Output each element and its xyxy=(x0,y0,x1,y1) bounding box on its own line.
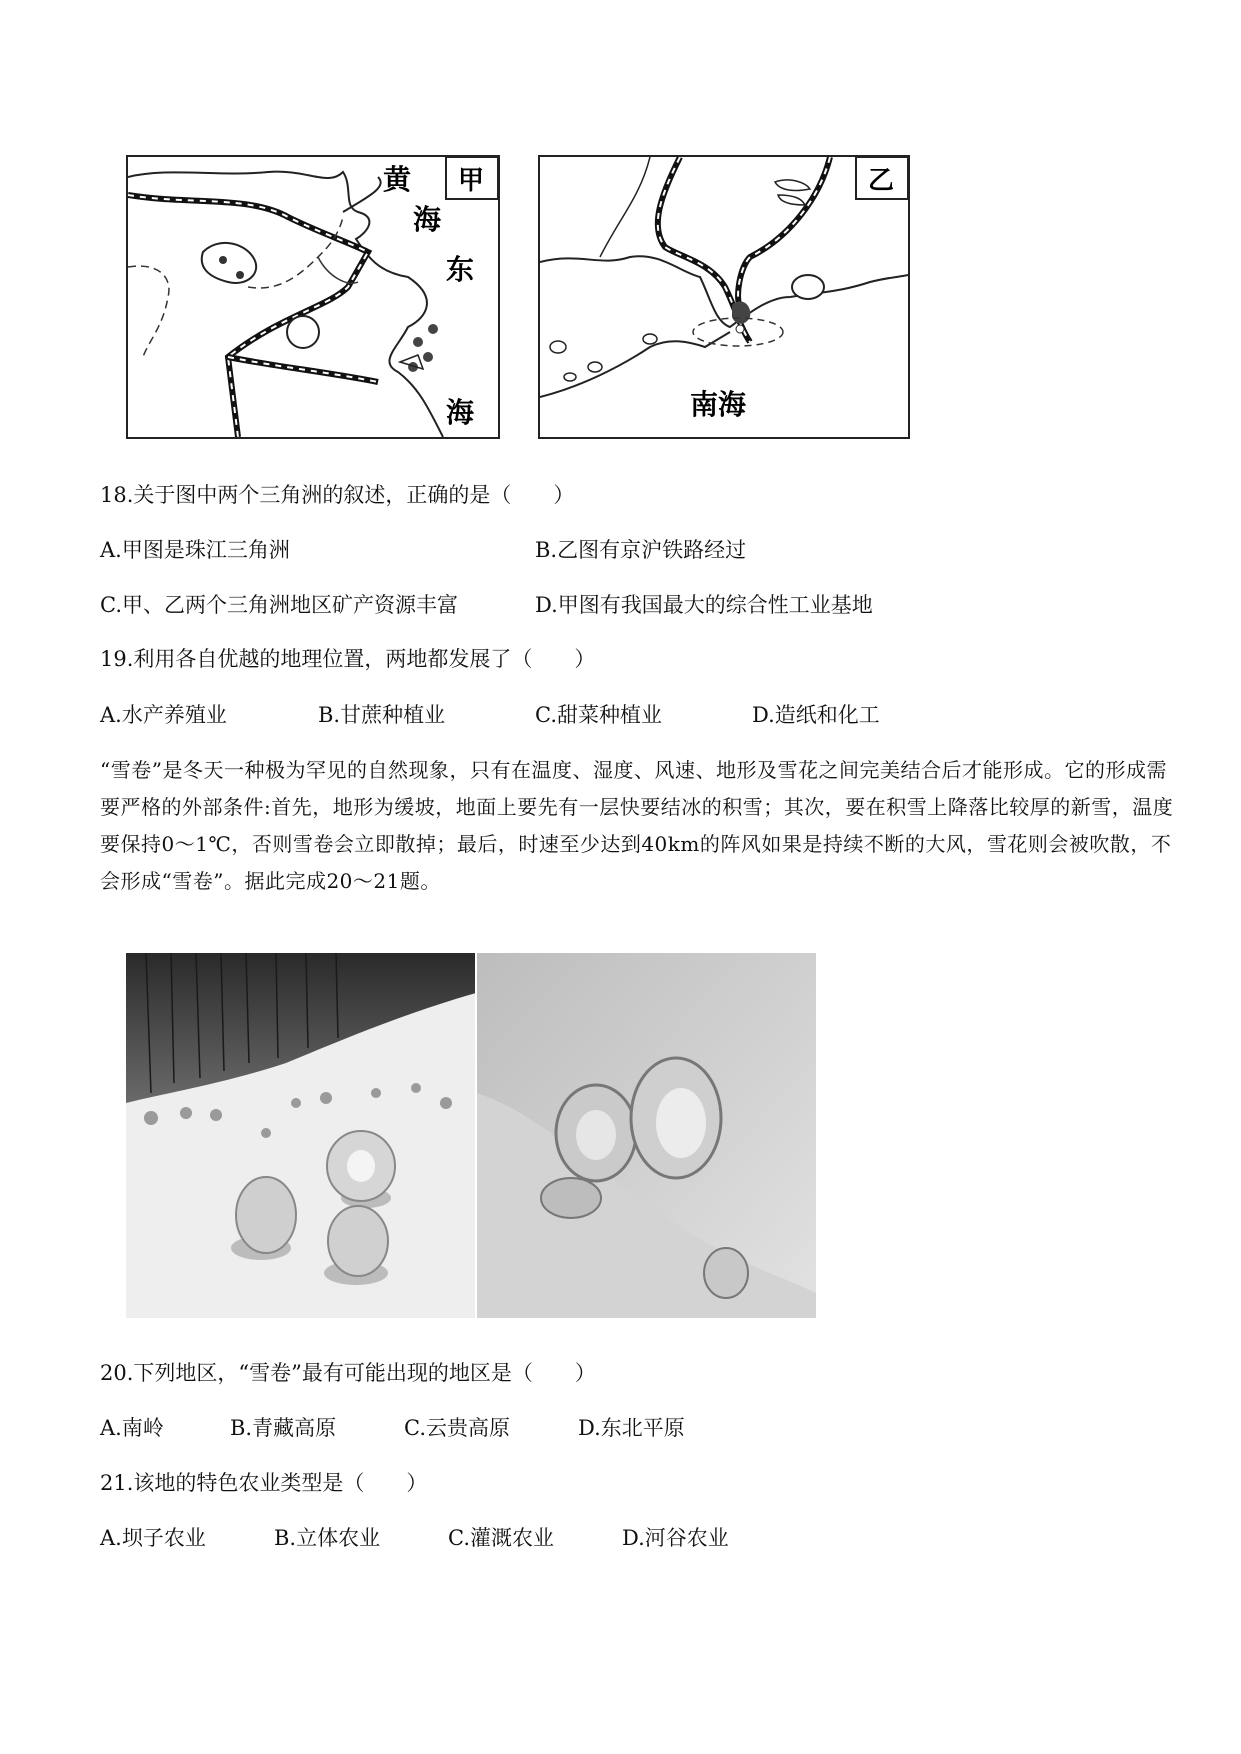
q19-stem: 19.利用各自优越的地理位置，两地都发展了（ ） xyxy=(100,647,596,671)
q20-option-c: C.云贵高原 xyxy=(404,1416,510,1440)
map-jia-label: 甲 xyxy=(458,166,485,196)
snow-roll-photo xyxy=(126,953,816,1318)
q19-option-a: A.水产养殖业 xyxy=(100,703,227,727)
q21-option-c: C.灌溉农业 xyxy=(448,1526,554,1550)
map-jia-sea-east-2: 海 xyxy=(446,396,475,429)
q20-option-b: B.青藏高原 xyxy=(230,1416,337,1440)
map-yi xyxy=(538,155,910,439)
q19-option-b: B.甘蔗种植业 xyxy=(318,703,446,727)
q21-option-b: B.立体农业 xyxy=(274,1526,381,1550)
map-yi-label: 乙 xyxy=(868,166,895,196)
q21-option-d: D.河谷农业 xyxy=(622,1526,729,1550)
q18-option-d: D.甲图有我国最大的综合性工业基地 xyxy=(535,593,873,617)
snow-roll-photo-drawing xyxy=(126,953,816,1318)
q21-stem: 21.该地的特色农业类型是（ ） xyxy=(100,1471,428,1495)
q20-option-a: A.南岭 xyxy=(100,1416,164,1440)
passage-snow-roll: “雪卷”是冬天一种极为罕见的自然现象，只有在温度、湿度、风速、地形及雪花之间完美结合后才能形成。它的形成需要严格的外部条件:首先，地形为缓坡，地面上要先有一层快要结冰的积雪；其次，要在积雪上降落比较厚的新雪，温度要保持0～1℃，否则雪卷会立即散掉；最后，时速至少达到40km的阵风如果是持续不断的大风，雪花则会被吹散，不会形成“雪卷”。据此完成20～21题。 xyxy=(100,758,1174,893)
q19-option-d: D.造纸和化工 xyxy=(752,703,880,727)
q19-option-c: C.甜菜种植业 xyxy=(535,703,662,727)
q21-option-a: A.坝子农业 xyxy=(100,1526,206,1550)
q18-option-a: A.甲图是珠江三角洲 xyxy=(100,538,290,562)
map-jia-drawing xyxy=(128,157,498,437)
q20-stem: 20.下列地区，“雪卷”最有可能出现的地区是（ ） xyxy=(100,1361,596,1385)
q18-option-c: C.甲、乙两个三角洲地区矿产资源丰富 xyxy=(100,593,458,617)
q18-stem: 18.关于图中两个三角洲的叙述，正确的是（ ） xyxy=(100,483,575,507)
map-yi-sea-south: 南海 xyxy=(690,388,747,421)
map-yi-drawing xyxy=(540,157,908,437)
map-jia xyxy=(126,155,500,439)
q18-option-b: B.乙图有京沪铁路经过 xyxy=(535,538,747,562)
map-jia-sea-yellow-2: 海 xyxy=(413,203,442,236)
q20-option-d: D.东北平原 xyxy=(578,1416,685,1440)
map-jia-sea-east-1: 东 xyxy=(446,253,475,286)
map-jia-sea-yellow-1: 黄 xyxy=(383,163,412,196)
